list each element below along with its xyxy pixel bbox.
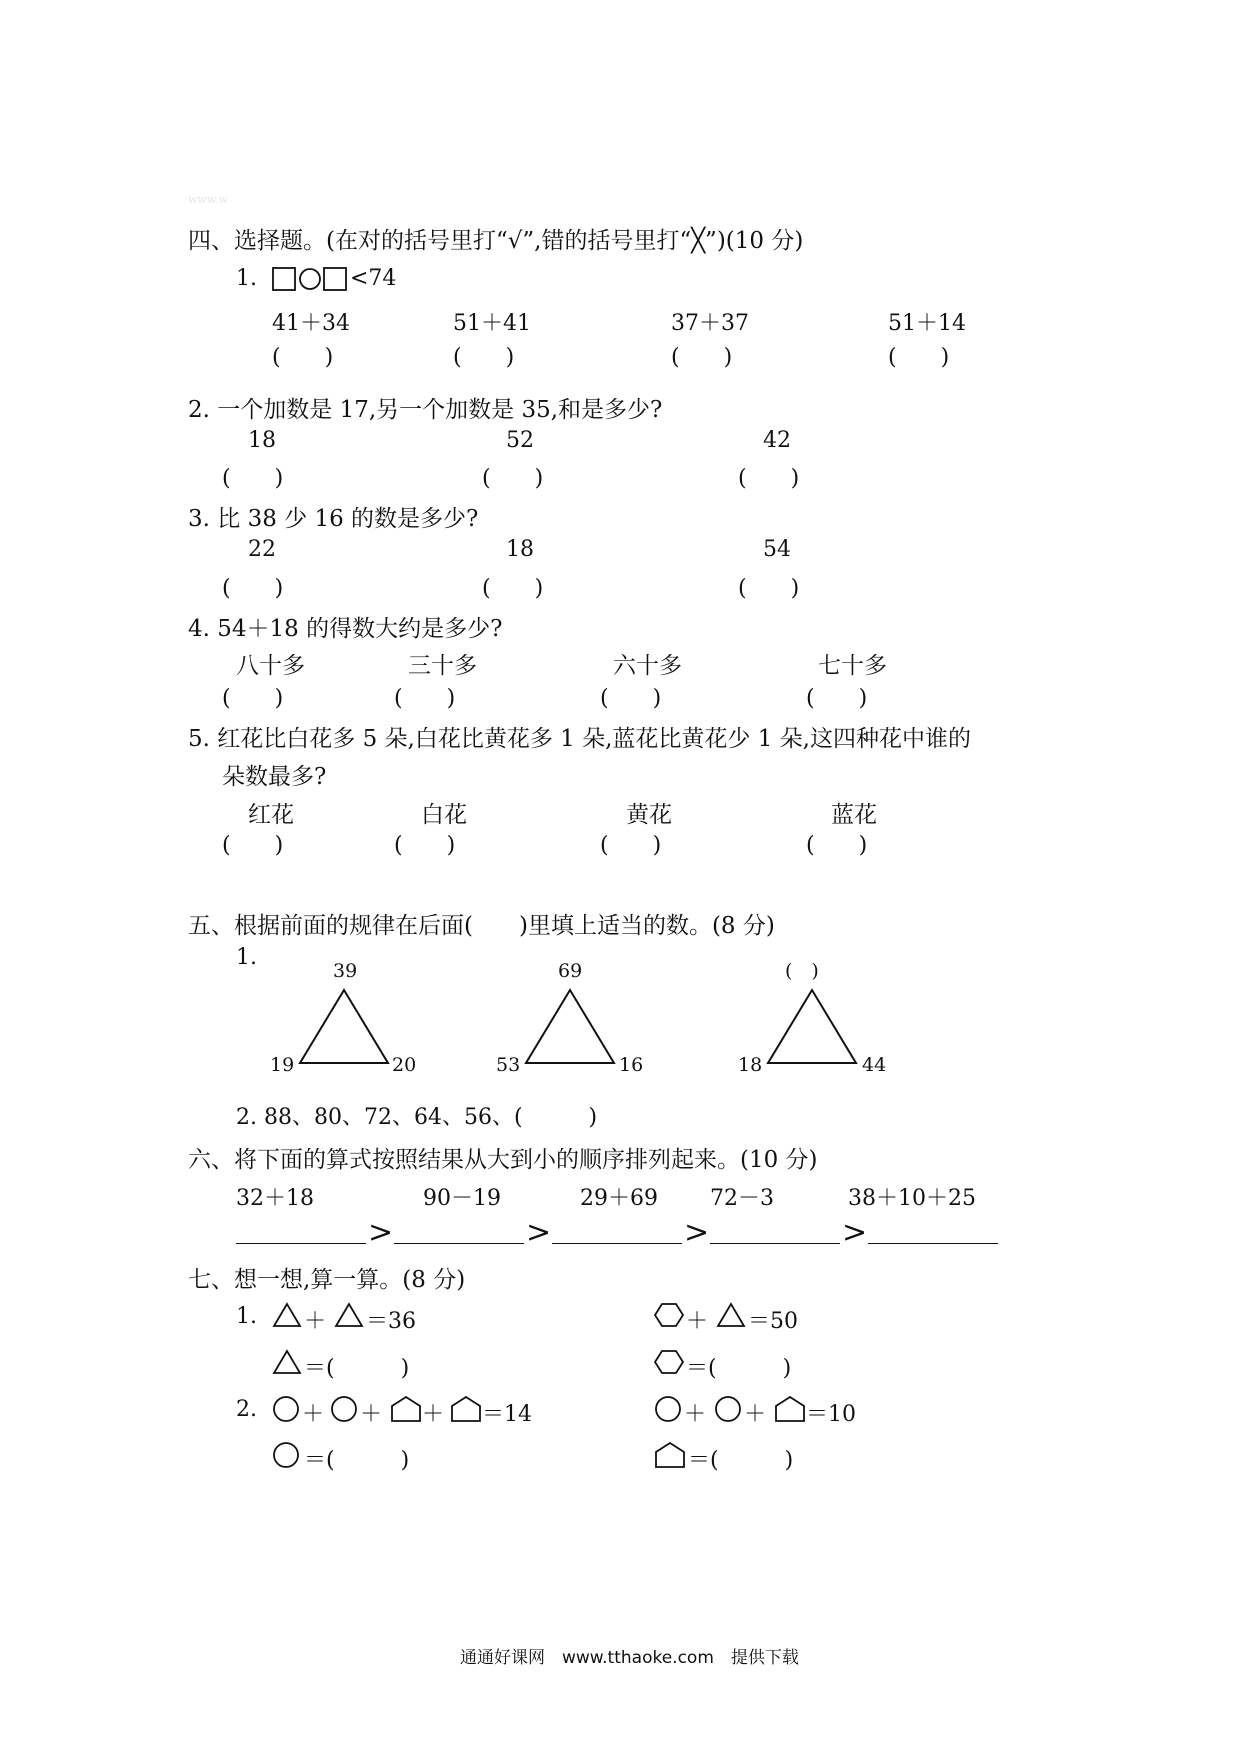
- q5-answer-paren[interactable]: ( ): [394, 833, 456, 858]
- greater-than-sign: >: [368, 1215, 394, 1250]
- circle-icon: [272, 1395, 302, 1423]
- triangle-answer-blank[interactable]: ＝( ): [304, 1356, 410, 1381]
- equation-result: ＝50: [748, 1309, 798, 1334]
- q1-answer-paren[interactable]: ( ): [453, 345, 515, 370]
- q2-answer-paren[interactable]: ( ): [222, 466, 284, 491]
- q3-answer-paren[interactable]: ( ): [738, 576, 800, 601]
- q4-option: 三十多: [408, 653, 477, 679]
- s6-expression: 29＋69: [580, 1186, 658, 1211]
- pentagon-house-icon: [390, 1395, 422, 1423]
- q3-option: 54: [763, 537, 791, 562]
- q1-number: 1.: [236, 266, 257, 291]
- q5-option: 蓝花: [831, 802, 877, 828]
- s6-answer-blank[interactable]: [236, 1243, 366, 1244]
- q4-option: 七十多: [818, 653, 887, 679]
- q3-answer-paren[interactable]: ( ): [482, 576, 544, 601]
- section-7-heading: 七、想一想,算一算。(8 分): [188, 1267, 466, 1293]
- shapes-square-circle-square-icon: [272, 266, 362, 294]
- greater-than-sign: >: [684, 1215, 710, 1250]
- q3-answer-paren[interactable]: ( ): [222, 576, 284, 601]
- q2-answer-paren[interactable]: ( ): [738, 466, 800, 491]
- q4-option: 八十多: [236, 653, 305, 679]
- plus-sign: ＋: [686, 1309, 709, 1334]
- q3-option: 22: [248, 537, 276, 562]
- q1-option: 41＋34: [272, 311, 350, 336]
- s6-expression: 32＋18: [236, 1186, 314, 1211]
- q2-option: 42: [763, 428, 791, 453]
- triangle-1-top-number: 39: [333, 960, 358, 982]
- pentagon-house-icon: [450, 1395, 482, 1423]
- q4-answer-paren[interactable]: ( ): [806, 686, 868, 711]
- triangle-3-left-number: 18: [738, 1054, 763, 1076]
- q5-text-line1: 5. 红花比白花多 5 朵,白花比黄花多 1 朵,蓝花比黄花少 1 朵,这四种花中谁的: [188, 726, 971, 752]
- q4-answer-paren[interactable]: ( ): [600, 686, 662, 711]
- hexagon-icon: [654, 1302, 684, 1328]
- equation-result: ＝14: [482, 1402, 532, 1427]
- hexagon-answer-blank[interactable]: ＝( ): [686, 1356, 792, 1381]
- q1-answer-paren[interactable]: ( ): [272, 345, 334, 370]
- circle-answer-blank[interactable]: ＝( ): [304, 1448, 410, 1473]
- triangle-icon: [272, 1349, 302, 1375]
- triangle-2-right-number: 16: [619, 1054, 644, 1076]
- circle-icon: [714, 1395, 744, 1423]
- q3-text: 3. 比 38 少 16 的数是多少?: [188, 506, 479, 532]
- plus-sign: ＋: [422, 1402, 445, 1427]
- equation-result: ＝10: [806, 1402, 856, 1427]
- s5-q2-sequence[interactable]: 2. 88、80、72、64、56、( ): [236, 1105, 598, 1130]
- plus-sign: ＋: [744, 1402, 767, 1427]
- triangle-2-left-number: 53: [496, 1054, 521, 1076]
- triangle-3-right-number: 44: [862, 1054, 887, 1076]
- triangle-icon: [298, 988, 390, 1066]
- pentagon-house-icon: [654, 1441, 686, 1469]
- q1-answer-paren[interactable]: ( ): [671, 345, 733, 370]
- triangle-2-top-number: 69: [558, 960, 583, 982]
- s6-expression: 72－3: [710, 1186, 774, 1211]
- s6-answer-blank[interactable]: [868, 1243, 998, 1244]
- q5-answer-paren[interactable]: ( ): [222, 833, 284, 858]
- q4-answer-paren[interactable]: ( ): [394, 686, 456, 711]
- q4-text: 4. 54＋18 的得数大约是多少?: [188, 616, 503, 642]
- plus-sign: ＋: [304, 1309, 327, 1334]
- q3-option: 18: [506, 537, 534, 562]
- q1-option: 51＋14: [888, 311, 966, 336]
- q5-text-line2: 朵数最多?: [222, 764, 327, 790]
- circle-icon: [654, 1395, 684, 1423]
- q1-option: 37＋37: [671, 311, 749, 336]
- q5-option: 黄花: [626, 802, 672, 828]
- q5-answer-paren[interactable]: ( ): [806, 833, 868, 858]
- triangle-icon: [716, 1302, 746, 1328]
- section-6-heading: 六、将下面的算式按照结果从大到小的顺序排列起来。(10 分): [188, 1147, 818, 1173]
- s6-expression: 38＋10＋25: [848, 1186, 976, 1211]
- equation-result: ＝36: [366, 1309, 416, 1334]
- triangle-1-right-number: 20: [392, 1054, 417, 1076]
- q4-option: 六十多: [613, 653, 682, 679]
- section-4-heading: 四、选择题。(在对的括号里打“√”,错的括号里打“╳”)(10 分): [188, 228, 804, 254]
- circle-icon: [330, 1395, 360, 1423]
- greater-than-sign: >: [526, 1215, 552, 1250]
- triangle-icon: [334, 1302, 364, 1328]
- plus-sign: ＋: [360, 1402, 383, 1427]
- plus-sign: ＋: [684, 1402, 707, 1427]
- circle-icon: [272, 1441, 302, 1469]
- s6-answer-blank[interactable]: [710, 1243, 840, 1244]
- q2-text: 2. 一个加数是 17,另一个加数是 35,和是多少?: [188, 397, 663, 423]
- s6-answer-blank[interactable]: [552, 1243, 682, 1244]
- s7-q2-number: 2.: [236, 1397, 257, 1422]
- q1-option: 51＋41: [453, 311, 531, 336]
- q5-answer-paren[interactable]: ( ): [600, 833, 662, 858]
- s5-q1-number: 1.: [236, 945, 257, 970]
- q2-answer-paren[interactable]: ( ): [482, 466, 544, 491]
- triangle-3-top-blank[interactable]: ( ): [785, 960, 819, 982]
- pentagon-answer-blank[interactable]: ＝( ): [688, 1448, 794, 1473]
- q4-answer-paren[interactable]: ( ): [222, 686, 284, 711]
- q2-option: 52: [506, 428, 534, 453]
- q5-option: 白花: [421, 802, 467, 828]
- q1-expression: <74: [350, 266, 397, 291]
- q1-answer-paren[interactable]: ( ): [888, 345, 950, 370]
- pentagon-house-icon: [774, 1395, 806, 1423]
- s6-answer-blank[interactable]: [394, 1243, 524, 1244]
- triangle-1-left-number: 19: [270, 1054, 295, 1076]
- footer-source: 通通好课网 www.tthaoke.com 提供下载: [460, 1648, 799, 1668]
- plus-sign: ＋: [302, 1402, 325, 1427]
- greater-than-sign: >: [842, 1215, 868, 1250]
- hexagon-icon: [654, 1349, 684, 1375]
- s6-expression: 90－19: [423, 1186, 501, 1211]
- q5-option: 红花: [248, 802, 294, 828]
- triangle-icon: [524, 988, 616, 1066]
- s7-q1-number: 1.: [236, 1304, 257, 1329]
- watermark-text: www.w: [188, 193, 228, 206]
- section-5-heading: 五、根据前面的规律在后面( )里填上适当的数。(8 分): [188, 913, 775, 939]
- triangle-icon: [272, 1302, 302, 1328]
- triangle-icon: [766, 988, 858, 1066]
- q2-option: 18: [248, 428, 276, 453]
